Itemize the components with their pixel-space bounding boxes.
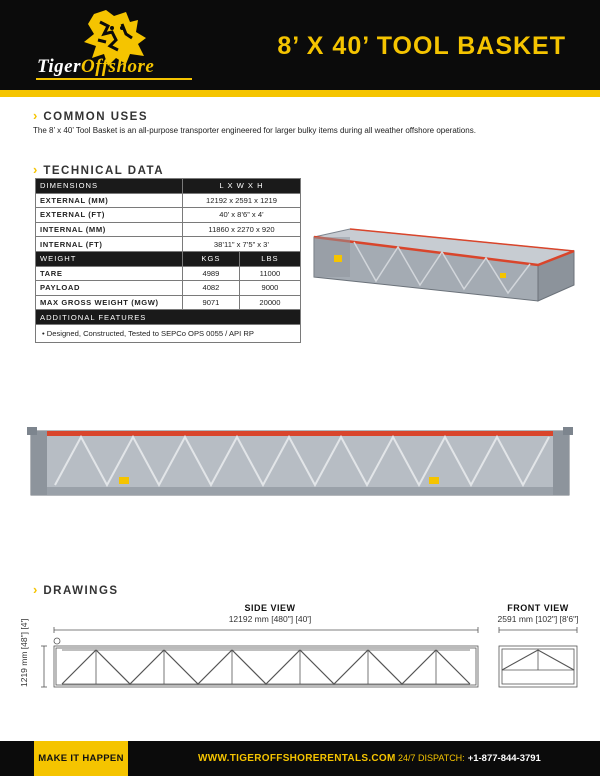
dimensions-header-label: DIMENSIONS: [36, 179, 183, 194]
page-header: [0, 0, 600, 90]
row-label: INTERNAL (FT): [36, 237, 183, 252]
features-header-row: [36, 310, 301, 325]
features-header: ADDITIONAL FEATURES: [36, 310, 301, 325]
basket-side-image: [25, 425, 575, 505]
table-row: [36, 281, 301, 296]
row-value: 12192 x 2591 x 1219: [183, 193, 301, 208]
row-lbs: 9000: [239, 281, 300, 296]
weight-header-label: WEIGHT: [36, 251, 183, 266]
table-row: [36, 222, 301, 237]
technical-data-heading: › TECHNICAL DATA: [33, 162, 165, 177]
page-footer: [0, 741, 600, 776]
front-view-drawing: [493, 626, 583, 690]
footer-dispatch: [398, 753, 541, 764]
basket-perspective-image: [310, 225, 575, 305]
row-lbs: 20000: [239, 295, 300, 310]
weight-header-row: [36, 251, 301, 266]
header-accent-bar: [0, 90, 600, 97]
common-uses-text: The 8’ x 40’ Tool Basket is an all-purpose transporter engineered for larger bulky items during all weather offshore operations.: [33, 126, 476, 135]
row-value: 40’ x 8’6” x 4’: [183, 208, 301, 223]
table-row: [36, 193, 301, 208]
kgs-header: KGS: [183, 251, 240, 266]
footer-website-link[interactable]: WWW.TIGEROFFSHORERENTALS.COM: [198, 753, 396, 764]
front-view-label: FRONT VIEW: [507, 603, 569, 613]
dispatch-label: 24/7 DISPATCH:: [398, 753, 465, 763]
feature-row: [36, 324, 301, 342]
chevron-right-icon: ›: [33, 108, 38, 123]
side-view-drawing: [40, 626, 480, 690]
row-label: MAX GROSS WEIGHT (MGW): [36, 295, 183, 310]
common-uses-heading: › COMMON USES: [33, 108, 149, 123]
row-kgs: 4989: [183, 266, 240, 281]
dimensions-header-value: L X W X H: [183, 179, 301, 194]
footer-tagline: MAKE IT HAPPEN: [34, 741, 128, 776]
row-kgs: 9071: [183, 295, 240, 310]
table-row: [36, 237, 301, 252]
row-label: PAYLOAD: [36, 281, 183, 296]
page-title: 8’ X 40’ TOOL BASKET: [277, 32, 566, 60]
chevron-right-icon: ›: [33, 582, 38, 597]
row-label: INTERNAL (MM): [36, 222, 183, 237]
feature-item: • Designed, Constructed, Tested to SEPCo OPS 0055 / API RP: [36, 324, 301, 342]
row-value: 11860 x 2270 x 920: [183, 222, 301, 237]
row-kgs: 4082: [183, 281, 240, 296]
row-value: 38’11” x 7’5” x 3’: [183, 237, 301, 252]
table-row: [36, 295, 301, 310]
logo-wordmark: TigerOffshore: [37, 56, 155, 77]
front-view-dims: 2591 mm [102"] [8'6"]: [497, 614, 579, 624]
technical-data-table: [35, 178, 301, 343]
dimensions-header-row: [36, 179, 301, 194]
table-row: [36, 208, 301, 223]
row-lbs: 11000: [239, 266, 300, 281]
side-view-label: SIDE VIEW: [244, 603, 296, 613]
side-view-dims: 12192 mm [480"] [40']: [228, 614, 312, 624]
drawings-heading: › DRAWINGS: [33, 582, 119, 597]
chevron-right-icon: ›: [33, 162, 38, 177]
table-row: [36, 266, 301, 281]
row-label: TARE: [36, 266, 183, 281]
height-dims: 1219 mm [48"] [4']: [19, 618, 29, 687]
dispatch-phone-link[interactable]: +1-877-844-3791: [467, 753, 541, 764]
row-label: EXTERNAL (MM): [36, 193, 183, 208]
row-label: EXTERNAL (FT): [36, 208, 183, 223]
lbs-header: LBS: [239, 251, 300, 266]
